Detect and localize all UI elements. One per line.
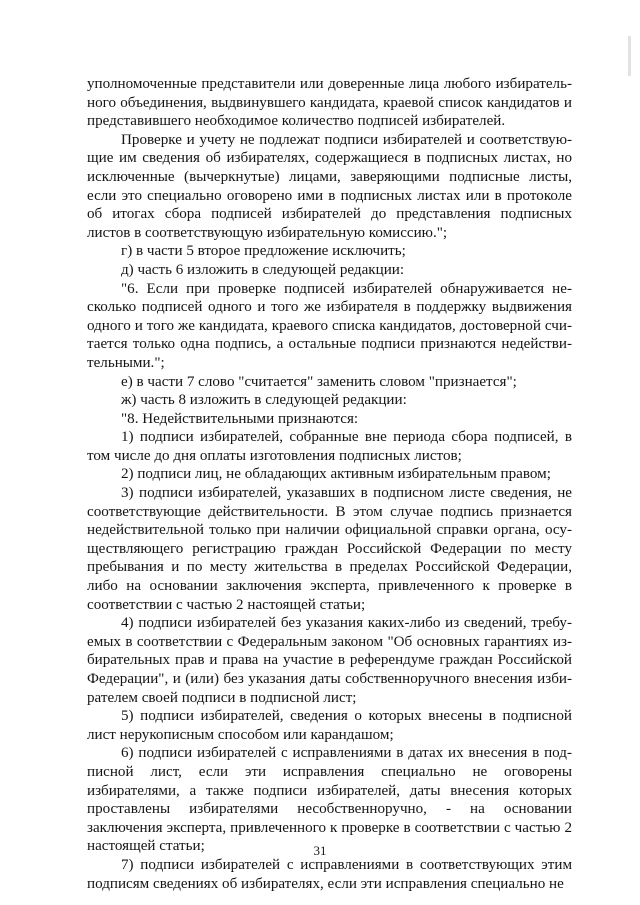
scan-edge-mark bbox=[628, 36, 631, 76]
list-item: 3) подписи избирателей, указавших в подписном листе сведения, не соответствующие действительности. В этом случае подпись признается недействительной только при наличии официальной справки органа, осуществляющего регистрацию граждан Российской Федерации по месту пребывания и по месту жительства в пределах Российской Федерации, либо на основании заключения эксперта, привлеченного к проверке в соответствии с частью 2 настоящей статьи; bbox=[87, 485, 572, 613]
paragraph: уполномоченные представители или доверенные лица любого избирательного объединения, выдвинувшего кандидата, краевой список кандидатов и представившего необходимое количество подписей избирателей. bbox=[87, 76, 572, 130]
paragraph: г) в части 5 второе предложение исключить; bbox=[121, 243, 406, 260]
list-item: 5) подписи избирателей, сведения о которых внесены в подписной лист нерукописным способом или карандашом; bbox=[87, 708, 572, 743]
paragraph: ж) часть 8 изложить в следующей редакции: bbox=[121, 392, 407, 409]
list-item: 2) подписи лиц, не обладающих активным избирательным правом; bbox=[121, 466, 551, 483]
list-item: 6) подписи избирателей с исправлениями в датах их внесения в подписной лист, если эти исправления специально не оговорены избирателями, а также подписи избирателей, даты внесения которых проставлены избирателями несобственноручно, - на основании заключения эксперта, привлеченного к проверке в соответствии с частью 2 настоящей статьи; bbox=[87, 745, 572, 855]
paragraph: Проверке и учету не подлежат подписи избирателей и соответствующие им сведения об избирателях, содержащиеся в подписных листах, но исключенные (вычеркнутые) лицами, заверяющими подписные листы, если это специально оговорено ими в подписных листах или в протоколе об итогах сбора подписей избирателей до представления подписных листов в соответствующую избирательную комиссию."; bbox=[87, 131, 572, 241]
list-item: 7) подписи избирателей с исправлениями в соответствующих этим подписям сведениях об избирателях, если эти исправления специально не bbox=[87, 856, 572, 892]
page-number: 31 bbox=[313, 843, 327, 858]
paragraph: "6. Если при проверке подписей избирателей обнаруживается несколько подписей одного и того же избирателя в поддержку выдвижения одного и того же кандидата, краевого списка кандидатов, достоверной считается только одна подпись, а остальные подписи признаются недействительными."; bbox=[87, 280, 572, 371]
paragraph: "8. Недействительными признаются: bbox=[121, 410, 359, 427]
paragraph: е) в части 7 слово "считается" заменить словом "признается"; bbox=[121, 373, 517, 390]
paragraph: д) часть 6 изложить в следующей редакции: bbox=[121, 261, 405, 278]
body-text bbox=[87, 75, 572, 893]
list-item: 1) подписи избирателей, собранные вне периода сбора подписей, в том числе до дня оплаты изготовления подписных листов; bbox=[87, 429, 572, 464]
list-item: 4) подписи избирателей без указания каких-либо из сведений, требуемых в соответствии с Федеральным законом "Об основных гарантиях избирательных прав и права на участие в референдуме граждан Российской Федерации", и (или) без указания даты собственноручного внесения избирателем своей подписи в подписной лист; bbox=[87, 615, 572, 706]
